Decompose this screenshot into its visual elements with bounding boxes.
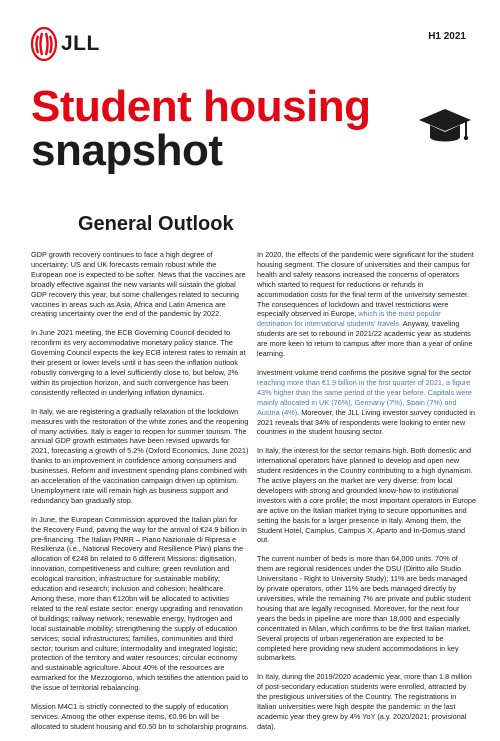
left-column — [31, 250, 249, 741]
title-line-1: Student housing — [31, 82, 371, 131]
jll-flame-icon — [31, 27, 57, 61]
highlight-text: which is the most popular destination for international students' travels. — [257, 309, 441, 329]
paragraph: In 2020, the effects of the pandemic were significant for the student housing segment. The closure of universities and their campus for health and safety reasons increased the concerns of operators which started to request for reductions or refunds in accommodation costs for the final term of the university semester. The consequences of lockdown and travel restrictions were especially observed in Europe, which is the most popular destination for international students' travels. Anyway, traveling students are set to rebound in 2021/22 academic year as students are more keen to return to campus after more than a year of online learning. — [257, 250, 474, 359]
graduation-cap-icon — [417, 107, 473, 149]
paragraph: Investment volume trend confirms the positive signal for the sector reaching more than €1.9 billion in the first quarter of 2021, a figure 43% higher than the same period of the year before. Capitals were mainly allocated in UK (76%), Germany (7%), Spain (7%) and Austria (4%). Moreover, the JLL Living investor survey conducted in 2021 reveals that 34% of respondents were looking to enter new countries in the student housing sector. — [257, 367, 475, 437]
paragraph: In June 2021 meeting, the ECB Governing Council decided to reconfirm its very accommodative monetary policy stance. The Governing Council expects the key ECB interest rates to remain at their present or lower levels until it has seen the inflation outlook robustly converging to a level sufficiently close to, but below, 2% within its projection horizon, and such convergence has been consistently reflected in underlying inflation dynamics. — [31, 328, 246, 397]
paragraph: Mission M4C1 is strictly connected to the supply of education services. Among the other expense items, €0.96 bn will be allocated to student housing and €0.50 bn to scholarship programs. — [31, 702, 249, 731]
title-line-2: snapshot — [31, 126, 223, 175]
page-title — [31, 82, 371, 175]
paragraph: In Italy, during the 2019/2020 academic year, more than 1.8 million of post-secondary education students were enrolled, attracted by the prestigious universities of the Country. The registrations in Italian universities were high despite the pandemic: in the last academic year they grew by 4% YoY (a.y. 2020/2021; provisional data). — [257, 672, 472, 731]
report-period: H1 2021 — [428, 31, 466, 42]
right-column — [257, 250, 476, 741]
paragraph: The current number of beds is more than 64,000 units. 70% of them are regional residences under the DSU (Diritto allo Studio Universitario - Right to University Study); 11% are beds managed by private operators, other 11% are beds managed directly by universities, while the remaining 7% are private and public student housing that are legally recognised. Moreover, for the next four years the beds in pipeline are more than 18,000 and especially concentrated in Milan, which confirms to be the first Italian market. Several projects of urban regeneration are expected to be completed here providing new student accommodations in key submarkets. — [257, 554, 471, 663]
logo-wordmark: JLL — [61, 32, 100, 55]
section-title: General Outlook — [78, 213, 234, 235]
highlight-text: reaching more than €1.9 billion in the first quarter of 2021, a figure 43% higher than the same period of the year before. Capitals were mainly allocated in UK (76%), Germany (7%), Spain (7%) and Austria (4%). — [257, 377, 472, 417]
paragraph: GDP growth recovery continues to face a high degree of uncertainty: US and UK forecasts remain robust while the European one is expected to be softer. News that the vaccines are broadly effective against the new variants will sustain the global GDP recovery this year, but some challenges related to securing vaccines in areas such as Asia, Africa and Latin America are creating uncertainty over the end of the pandemic by 2022. — [31, 250, 246, 319]
paragraph: In Italy, the interest for the sector remains high. Both domestic and international operators have planned to develop and open new student residences in the Country contributing to a high dynamism. The active players on the market are very diverse: from local developers with strong and grounded know-how to institutional investors with a core profile; the most important operators in Europe are active on the Italian market trying to secure opportunities and setting the basis for a larger presence in Italy. Among them, the Student Hotel, Camplus, Campus X, Aparto and In-Domus stand out. — [257, 446, 477, 545]
paragraph: In Italy, we are registering a gradually relaxation of the lockdown measures with the restoration of the white zones and the reopening of many activities. Italy is eager to reopen for summer tourism. The annual GDP growth estimates have been revised upwards for 2021, forecasting a growth of 5.2% (Oxford Economics, June 2021) thanks to an improvement in confidence among consumers and businesses. Reform and investment spending plans combined with an acceleration of the vaccination campaign driven up optimism. Unemployment rate will remain high as business support and redundancy ban gradually stop. — [31, 406, 249, 505]
jll-logo — [31, 27, 100, 61]
paragraph: In June, the European Commission approved the Italian plan for the Recovery Fund, paving the way for the arrival of €24.9 billion in pre-financing. The Italian PNRR – Piano Nazionale di Ripresa e Resilienza (i.e., National Recovery and Resilience Plan) plans the allocation of €248 bn related to 6 different Missions: digitisation, innovation, competitiveness and culture; green revolution and ecological transition; infrastructure for sustainable mobility; education and research; inclusion and cohesion; healthcare. Among these, more than €120bn will be allocated to activities related to the real estate sector: energy upgrading and renovation of buildings; railway network; renewable energy, hydrogen and local sustainable mobility; strengthening the supply of education services; social infrastructures; families, communities and third sector; tourism and culture; intermodality and integrated logistic; protection of the territory and water resources; circular economy and sustainable agriculture. About 40% of the resources are earmarked for the Mezzogiorno, which testifies the attention paid to the issue of territorial rebalancing. — [31, 514, 248, 693]
